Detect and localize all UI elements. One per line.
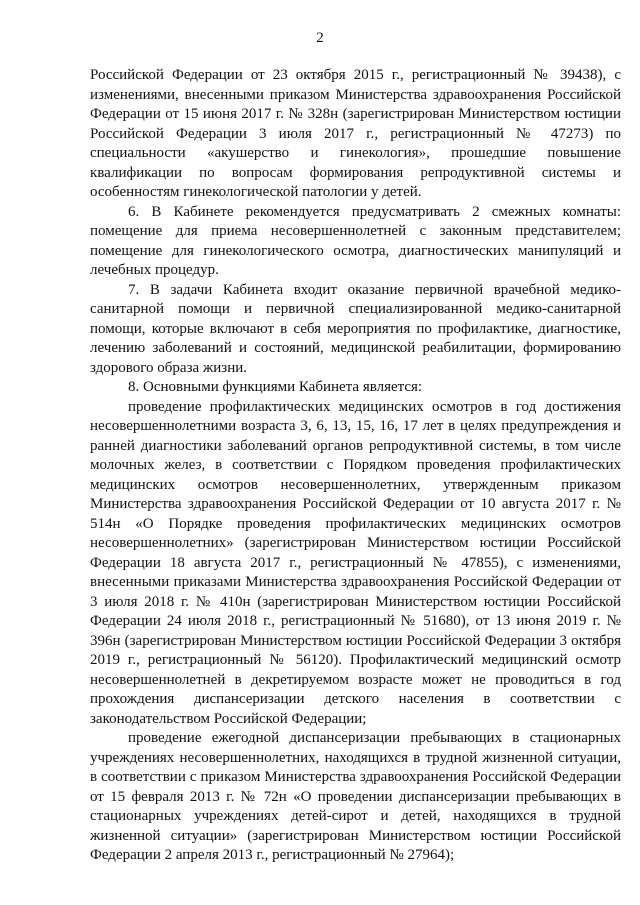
document-body (90, 66, 621, 866)
paragraph-continuation: Российской Федерации от 23 октября 2015 г., регистрационный № 39438), с изменениями, внесенными приказом Министерства здравоохранения Российской Федерации от 15 июня 2017 г. № 328н (зарегистрирован Министерством юстиции Российской Федерации 3 июля 2017 г., регистрационный № 47273) по специальности «акушерство и гинекология», прошедшие повышение квалификации по вопросам формирования репродуктивной системы и особенностям гинекологической патологии у детей. (90, 67, 621, 200)
page-number: 2 (316, 30, 324, 46)
paragraph-item-7: 7. В задачи Кабинета входит оказание первичной врачебной медико-санитарной помощи и первичной специализированной медико-санитарной помощи, которые включают в себя мероприятия по профилактике, диагностике, лечению заболеваний и состояний, медицинской реабилитации, формированию здорового образа жизни. (90, 281, 621, 376)
paragraph-item-8-heading: 8. Основными функциями Кабинета является: (128, 379, 423, 395)
paragraph-function-preventive-exams: проведение профилактических медицинских осмотров в год достижения несовершеннолетними возраста 3, 6, 13, 15, 16, 17 лет в целях предупреждения и ранней диагностики заболеваний органов репродуктивной системы, в том числе молочных желез, в соответствии с Порядком проведения профилактических медицинских осмотров несовершеннолетних, утвержденным приказом Министерства здравоохранения Российской Федерации от 10 августа 2017 г. № 514н «О Порядке проведения профилактических медицинских осмотров несовершеннолетних» (зарегистрирован Министерством юстиции Российской Федерации 18 августа 2017 г., регистрационный № 47855), с изменениями, внесенными приказами Министерства здравоохранения Российской Федерации от 3 июля 2018 г. № 410н (зарегистрирован Министерством юстиции Российской Федерации 24 июля 2018 г., регистрационный № 51680), от 13 июня 2019 г. № 396н (зарегистрирован Министерством юстиции Российской Федерации 3 октября 2019 г., регистрационный № 56120). Профилактический медицинский осмотр несовершеннолетней в декретируемом возрасте может не проводиться в год прохождения диспансеризации детского населения в соответствии с законодательством Российской Федерации; (90, 398, 621, 727)
paragraph-function-annual-dispensarization: проведение ежегодной диспансеризации пребывающих в стационарных учреждениях несовершеннолетних, находящихся в трудной жизненной ситуации, в соответствии с приказом Министерства здравоохранения Российской Федерации от 15 февраля 2013 г. № 72н «О проведении диспансеризации пребывающих в стационарных учреждениях детей-сирот и детей, находящихся в трудной жизненной ситуации» (зарегистрирован Министерством юстиции Российской Федерации 2 апреля 2013 г., регистрационный № 27964); (90, 730, 621, 863)
paragraph-item-6: 6. В Кабинете рекомендуется предусматривать 2 смежных комнаты: помещение для приема несовершеннолетней с законным представителем; помещение для гинекологического осмотра, диагностических манипуляций и лечебных процедур. (90, 203, 621, 278)
